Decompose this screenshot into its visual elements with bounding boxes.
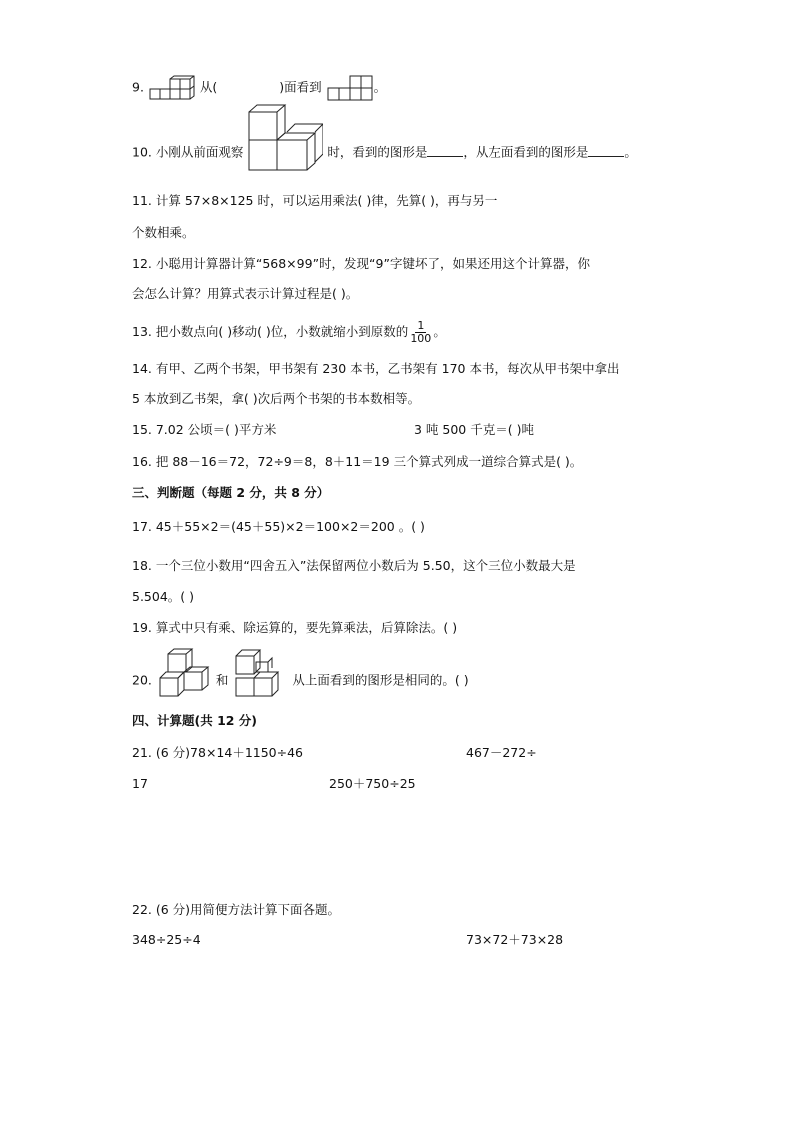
question-21-part-b: 467－272÷	[466, 745, 537, 760]
q13-text-b: 。	[433, 324, 446, 339]
question-14-line2: 5 本放到乙书架，拿( )次后两个书架的书本数相等。	[132, 391, 421, 406]
q20-text: 从上面看到的图形是相同的。( )	[292, 672, 469, 688]
fraction	[410, 320, 431, 345]
fraction-numerator: 1	[417, 319, 425, 332]
section-heading-judgment: 三、判断题（每题 2 分，共 8 分）	[132, 485, 330, 500]
q20-and: 和	[215, 672, 229, 688]
front-view-grid-icon	[326, 74, 374, 102]
q9-text-a: 从(	[199, 79, 218, 95]
question-12-line1: 12. 小聪用计算器计算“568×99”时，发现“9”字键坏了，如果还用这个计算器，你	[132, 256, 590, 271]
question-21-part-c: 17	[132, 776, 148, 791]
question-18-line2: 5.504。( )	[132, 589, 195, 604]
question-21-part-d: 250＋750÷25	[329, 776, 416, 791]
question-11-line1: 11. 计算 57×8×125 时，可以运用乘法( )律，先算( )，再与另一	[132, 193, 498, 208]
q10-text-d: 。	[624, 144, 637, 160]
q13-text-a: 13. 把小数点向( )移动( )位，小数就缩小到原数的	[132, 324, 409, 339]
question-9	[132, 74, 386, 102]
q10-text-a: 小刚从前面观察	[155, 144, 244, 160]
answer-blank[interactable]	[588, 144, 624, 157]
question-11-line2: 个数相乘。	[132, 225, 195, 240]
q9-text-b: )面看到	[279, 79, 322, 95]
question-22-part-b: 73×72＋73×28	[466, 932, 564, 947]
question-13	[132, 320, 446, 345]
question-16: 16. 把 88－16＝72，72÷9＝8，8＋11＝19 三个算式列成一道综合算式是( )。	[132, 454, 583, 469]
question-22-part-a: 348÷25÷4	[132, 932, 201, 947]
question-10	[132, 134, 637, 172]
question-18-line1: 18. 一个三位小数用“四舍五入”法保留两位小数后为 5.50，这个三位小数最大是	[132, 558, 576, 573]
question-22-title: 22. (6 分)用简便方法计算下面各题。	[132, 902, 341, 917]
q10-text-c: ，从左面看到的图形是	[463, 144, 589, 160]
question-number: 10.	[132, 144, 152, 160]
question-14-line1: 14. 有甲、乙两个书架，甲书架有 230 本书，乙书架有 170 本书，每次从甲书架中拿出	[132, 361, 620, 376]
q9-text-c: 。	[373, 79, 387, 95]
cube-figure-a-icon	[156, 648, 212, 698]
question-number: 20.	[132, 672, 152, 688]
question-15-part-b: 3 吨 500 千克＝( )吨	[414, 422, 534, 437]
cube-figure-b-icon	[232, 648, 288, 698]
q10-text-b: 时，看到的图形是	[327, 144, 428, 160]
question-19: 19. 算式中只有乘、除运算的，要先算乘法，后算除法。( )	[132, 620, 458, 635]
question-15-part-a: 15. 7.02 公顷＝( )平方米	[132, 422, 277, 437]
fraction-denominator: 100	[410, 332, 432, 345]
cube-figure-icon	[148, 75, 196, 101]
question-17: 17. 45＋55×2＝(45＋55)×2＝100×2＝200 。( )	[132, 519, 425, 534]
question-number: 9.	[132, 79, 144, 95]
question-21-part-a: 21. (6 分)78×14＋1150÷46	[132, 745, 304, 760]
question-12-line2: 会怎么计算？用算式表示计算过程是( )。	[132, 286, 359, 301]
section-heading-calculation: 四、计算题(共 12 分)	[132, 713, 258, 728]
question-20	[132, 664, 469, 698]
cube-stack-figure-icon	[247, 104, 323, 172]
answer-blank[interactable]	[427, 144, 463, 157]
